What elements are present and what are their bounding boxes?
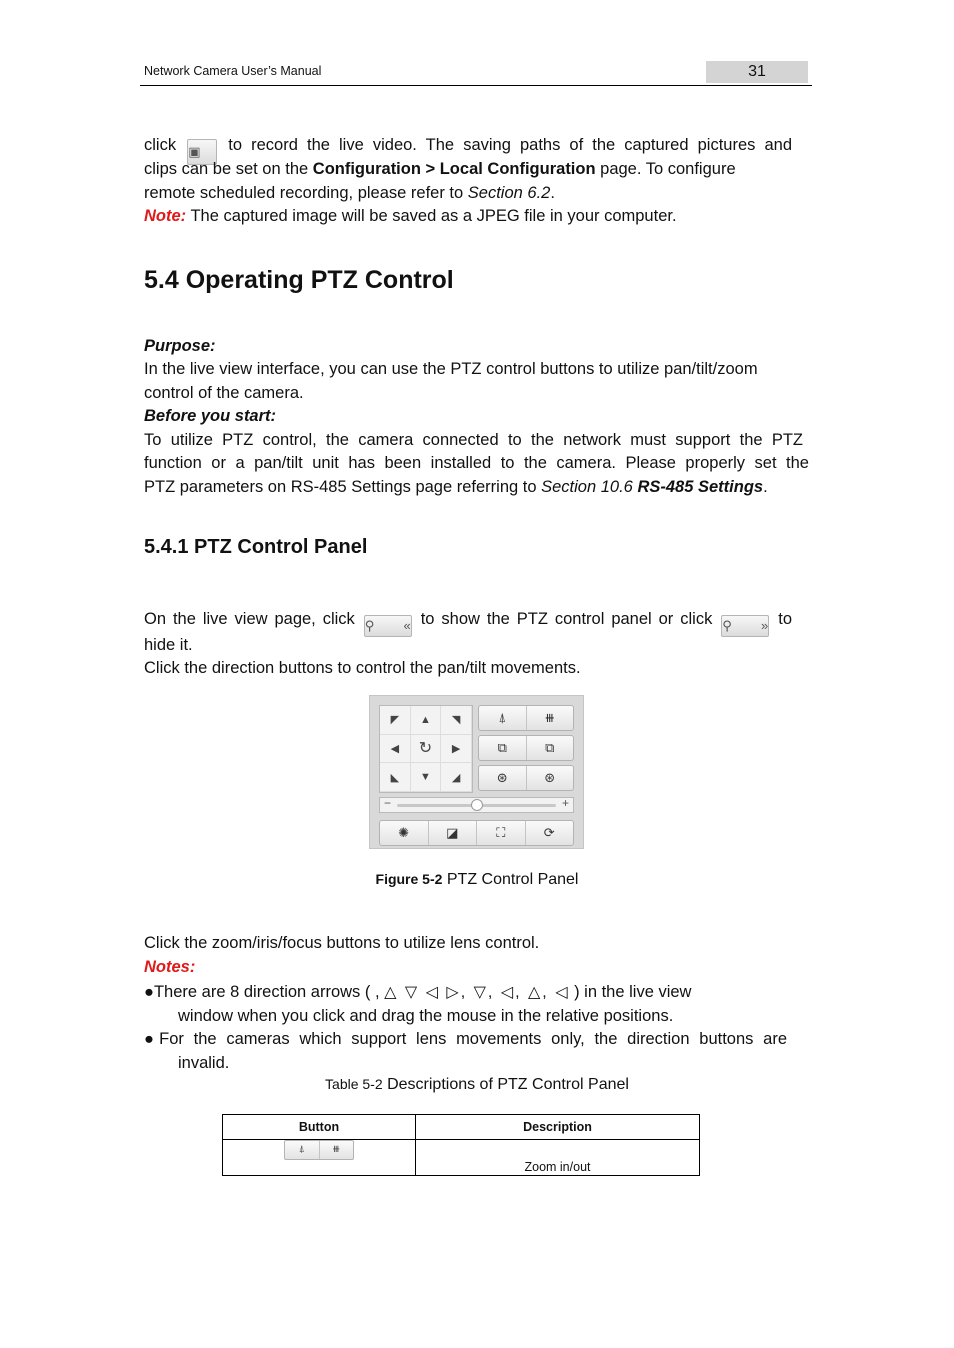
intro-line-2: clips can be set on the Configuration > Local Configuration page. To configure (144, 160, 736, 178)
bullet-1: ●There are 8 direction arrows ( , △ ▽ ◁ ▷, ▽, ◁, △, ◁ ) in the live view (144, 981, 804, 1005)
direction-arrows-icon: △ ▽ ◁ ▷, ▽, ◁, △, ◁ (384, 984, 570, 1001)
auxiliary-buttons (379, 820, 574, 846)
iris-open-icon[interactable]: ⊛ (496, 770, 508, 785)
down-left-button[interactable]: ◣ (380, 763, 411, 792)
down-right-button[interactable]: ◢ (441, 763, 472, 792)
up-right-button[interactable]: ◥ (441, 706, 472, 735)
wiper-icon[interactable]: ◪ (428, 821, 477, 845)
local-config-path: Configuration > Local Configuration (312, 160, 596, 178)
table-cell-description: Zoom in/out (416, 1140, 700, 1176)
iris-close-icon[interactable]: ⊛ (526, 766, 574, 790)
section-ref: Section 6.2 (467, 184, 551, 202)
bullet-2: ●For the cameras which support lens movements only, the direction buttons are (144, 1030, 787, 1048)
page-number: 31 (706, 61, 808, 83)
zoom-buttons (478, 705, 574, 731)
focus-near-icon[interactable]: ⧉ (497, 740, 507, 755)
header-rule (140, 85, 812, 86)
table-header-description: Description (416, 1115, 700, 1140)
before-line-1: To utilize PTZ control, the camera connected to the network must support the PTZ (144, 431, 803, 449)
intro-click-word: click (144, 136, 177, 154)
header-title: Network Camera User’s Manual (144, 64, 322, 78)
purpose-line-2: control of the camera. (144, 384, 304, 402)
light-icon[interactable]: ✺ (398, 825, 410, 840)
descriptions-table (222, 1114, 700, 1176)
note-line (144, 205, 677, 229)
focus-buttons (478, 735, 574, 761)
purpose-line-1: In the live view interface, you can use the PTZ control buttons to utilize pan/tilt/zoom (144, 360, 758, 378)
zoom-button-image (284, 1140, 354, 1160)
zoom-out-icon[interactable]: ⧻ (526, 706, 574, 730)
section-title: 5.4 Operating PTZ Control (144, 266, 454, 294)
intro-text: to record the live video. The saving paths of the captured pictures and (228, 136, 792, 154)
table-caption: Table 5-2 Descriptions of PTZ Control Panel (325, 1076, 629, 1093)
record-icon: ▣ (187, 139, 217, 165)
iris-buttons (478, 765, 574, 791)
speed-slider[interactable] (379, 797, 574, 813)
table-header-row (223, 1115, 700, 1140)
zoom-out-icon: ⧻ (319, 1141, 354, 1159)
table-cell-button (223, 1140, 416, 1176)
bullet-2-line-2: invalid. (178, 1054, 230, 1072)
sub-line-1: On the live view page, click ⚲ « to show the PTZ control panel or click ⚲ » to (144, 608, 792, 637)
direction-grid (379, 705, 473, 793)
auto-pan-button[interactable]: ↻ (411, 735, 442, 764)
lens-init-icon[interactable]: ⟳ (525, 821, 574, 845)
sub-line-2: hide it. (144, 636, 193, 654)
figure-caption: Figure 5-2 PTZ Control Panel (375, 871, 579, 888)
ptz-hide-icon: ⚲ » (721, 615, 769, 637)
before-label: Before you start: (144, 407, 277, 425)
auxiliary-focus-icon[interactable]: ⛶ (476, 821, 525, 845)
note-label: Note: (144, 207, 187, 225)
sub-line-3: Click the direction buttons to control the pan/tilt movements. (144, 659, 581, 677)
subsection-title: 5.4.1 PTZ Control Panel (144, 536, 368, 558)
before-line-3: PTZ parameters on RS-485 Settings page referring to Section 10.6 RS-485 Settings. (144, 478, 768, 496)
ptz-show-icon: ⚲ « (364, 615, 412, 637)
down-button[interactable]: ▼ (411, 763, 442, 792)
up-left-button[interactable]: ◤ (380, 706, 411, 735)
plus-icon: + (561, 796, 569, 810)
zoom-in-icon: ⍋ (298, 1144, 305, 1155)
zoom-in-icon[interactable]: ⍋ (498, 710, 507, 725)
table-row (223, 1140, 700, 1176)
focus-far-icon[interactable]: ⧉ (526, 736, 574, 760)
notes-label: Notes: (144, 958, 196, 976)
ptz-control-panel (369, 695, 584, 849)
before-line-2: function or a pan/tilt unit has been installed to the camera. Please properly set the (144, 454, 809, 472)
minus-icon: − (384, 796, 392, 810)
lens-text: Click the zoom/iris/focus buttons to utilize lens control. (144, 934, 540, 952)
table-header-button: Button (223, 1115, 416, 1140)
note-text: The captured image will be saved as a JPEG file in your computer. (190, 207, 677, 225)
intro-line-3: remote scheduled recording, please refer to Section 6.2. (144, 184, 555, 202)
slider-knob[interactable] (471, 799, 483, 811)
right-button[interactable]: ▶ (441, 735, 472, 764)
left-button[interactable]: ◀ (380, 735, 411, 764)
up-button[interactable]: ▲ (411, 706, 442, 735)
purpose-label: Purpose: (144, 337, 216, 355)
bullet-1-line-2: window when you click and drag the mouse in the relative positions. (178, 1007, 674, 1025)
